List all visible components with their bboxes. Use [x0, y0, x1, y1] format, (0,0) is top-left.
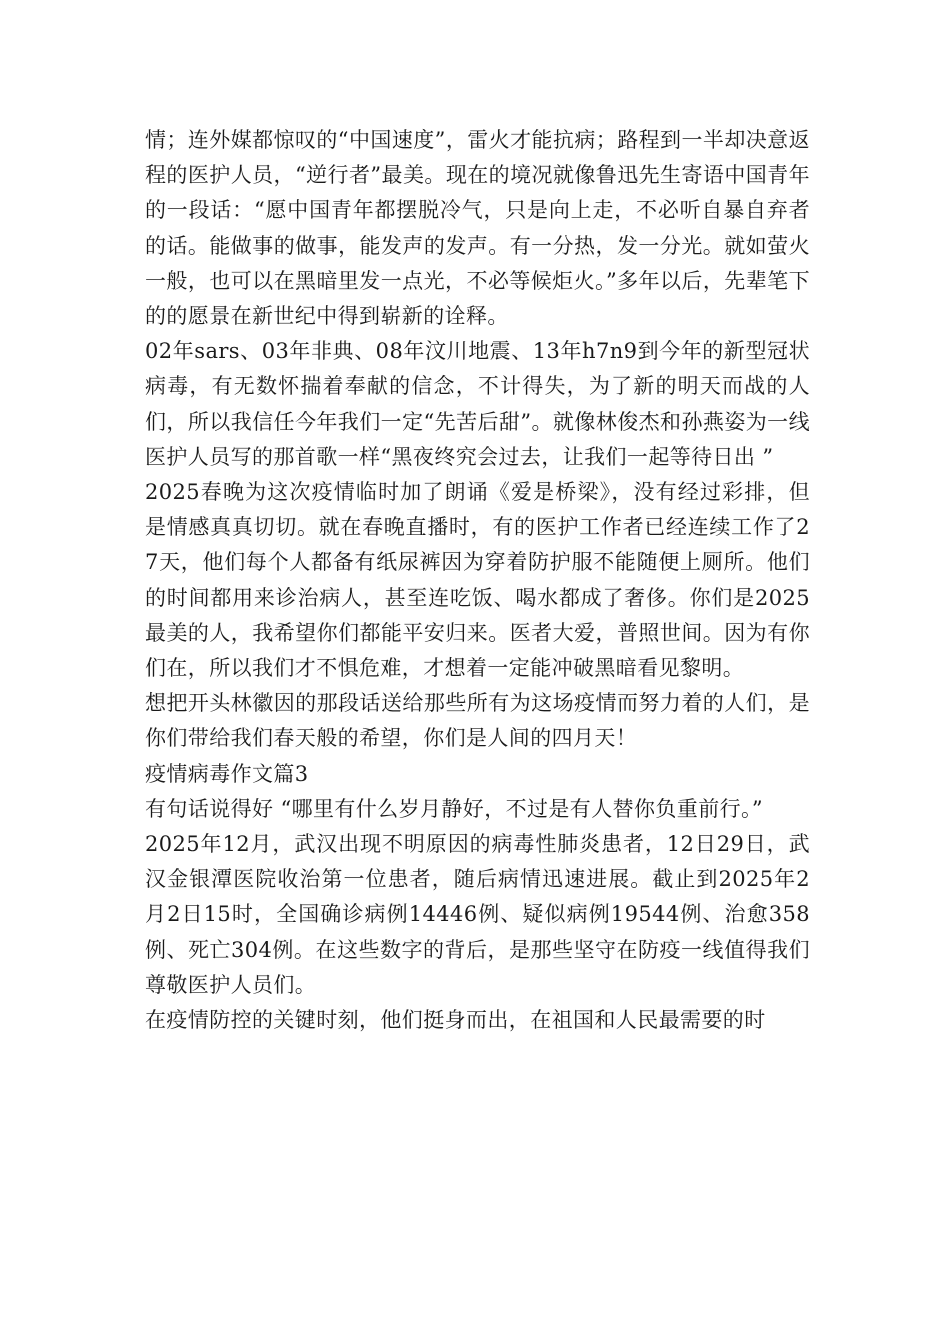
paragraph-3: 2025春晚为这次疫情临时加了朗诵《爱是桥梁》，没有经过彩排，但是情感真真切切。就在春晚直播时，有的医护工作者已经连续工作了27天，他们每个人都备有纸尿裤因为穿着防护服不能随便上厕所。他们的时间都用来诊治病人，甚至连吃饭、喝水都成了奢侈。你们是2025最美的人，我希望你们都能平安归来。医者大爱，普照世间。因为有你们在，所以我们才不惧危难，才想着一定能冲破黑暗看见黎明。 — [145, 480, 810, 681]
paragraph-6: 2025年12月，武汉出现不明原因的病毒性肺炎患者，12日29日，武汉金银潭医院收治第一位患者，随后病情迅速进展。截止到2025年2月2日15时，全国确诊病例14446例、疑似病例19544例、治愈358例、死亡304例。在这些数字的背后，是那些坚守在防疫一线值得我们尊敬医护人员们。 — [145, 832, 810, 997]
section-heading: 疫情病毒作文篇3 — [145, 761, 309, 786]
paragraph-1: 情；连外媒都惊叹的“中国速度”，雷火才能抗病；路程到一半却决意返程的医护人员，“逆行者”最美。现在的境况就像鲁迅先生寄语中国青年的一段话：“愿中国青年都摆脱冷气，只是向上走，不必听自暴自弃者的话。能做事的做事，能发声的发声。有一分热，发一分光。就如萤火一般，也可以在黑暗里发一点光，不必等候炬火。”多年以后，先辈笔下的的愿景在新世纪中得到崭新的诠释。 — [145, 128, 810, 329]
document-body — [145, 123, 810, 1038]
paragraph-2: 02年sars、03年非典、08年汶川地震、13年h7n9到今年的新型冠状病毒，有无数怀揣着奉献的信念，不计得失，为了新的明天而战的人们，所以我信任今年我们一定“先苦后甜”。就像林俊杰和孙燕姿为一线医护人员写的那首歌一样“黑夜终究会过去，让我们一起等待日出 ” — [145, 339, 810, 469]
paragraph-5: 有句话说得好 “哪里有什么岁月静好，不过是有人替你负重前行。” — [145, 796, 764, 821]
paragraph-7: 在疫情防控的关键时刻，他们挺身而出，在祖国和人民最需要的时 — [145, 1008, 766, 1033]
paragraph-4: 想把开头林徽因的那段话送给那些所有为这场疫情而努力着的人们，是你们带给我们春天般的希望，你们是人间的四月天！ — [145, 691, 810, 751]
